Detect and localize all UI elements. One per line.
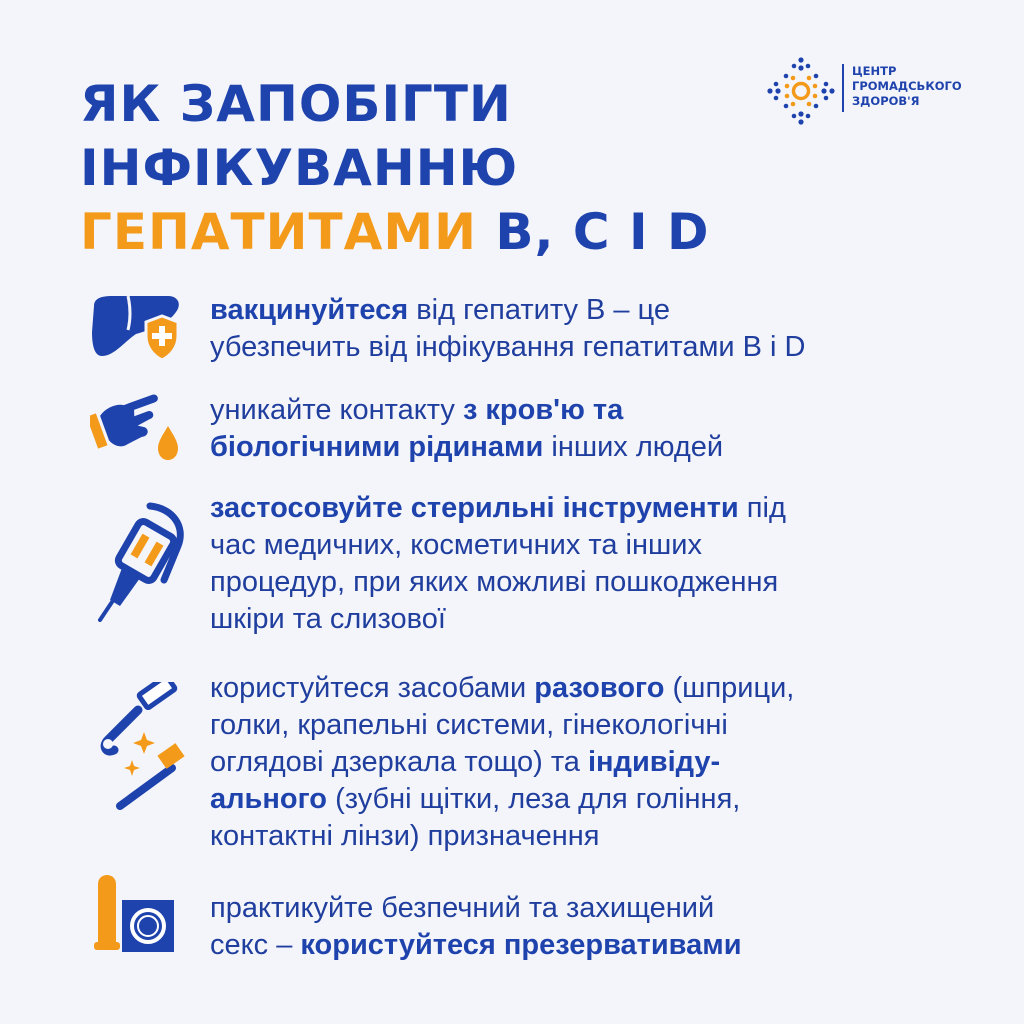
hand-blood-drop-icon (90, 392, 182, 464)
tip-2-rest-2: інших людей (543, 431, 724, 463)
tip-4-line-2: голки, крапельні системи, гінекологічні (210, 709, 728, 741)
title-hepatitis: ГЕПАТИТАМИ (80, 203, 477, 261)
logo-divider (842, 64, 844, 112)
tip-4-rest-4: (зубні щітки, леза для гоління, (327, 783, 741, 815)
tattoo-machine-icon (92, 498, 188, 622)
tip-5-line-1: практикуйте безпечний та захищений (210, 892, 715, 924)
tip-2-line-2 (210, 429, 723, 466)
tip-3-line-4: шкіри та слизової (210, 603, 446, 635)
logo-line-2: ГРОМАДСЬКОГО (852, 79, 962, 93)
liver-shield-icon (88, 296, 184, 364)
tip-4-line-3 (210, 744, 794, 781)
tip-1-bold: вакцинуйтеся (210, 294, 409, 326)
logo-line-1: ЦЕНТР (852, 64, 897, 78)
logo-line-3: ЗДОРОВ'Я (852, 94, 920, 108)
tip-4-line-4 (210, 781, 794, 818)
tip-5-rest: секс – (210, 929, 301, 961)
tip-safe-sex (210, 890, 742, 964)
tip-3-line-1 (210, 490, 786, 527)
tip-1-line-2: убезпечить від інфікування гепатитами В і D (210, 331, 806, 363)
tip-5-bold: користуйтеся презервативами (300, 929, 742, 961)
logo-dots-icon (766, 56, 836, 126)
logo-text (852, 64, 962, 109)
title-types: В, С І D (476, 203, 710, 261)
tip-4-bold: разового (534, 672, 665, 704)
tip-2-line-1 (210, 392, 723, 429)
tip-3-rest: під (738, 492, 786, 524)
tip-sterile-tools (210, 490, 786, 638)
tip-5-line-2 (210, 927, 742, 964)
tip-avoid-blood (210, 392, 723, 466)
public-health-center-logo (766, 56, 966, 126)
tip-4-tail: (шприци, (664, 672, 795, 704)
tip-3-line-2: час медичних, косметичних та інших (210, 529, 702, 561)
tip-3-bold: застосовуйте стерильні інструменти (210, 492, 739, 524)
tip-4-line-5: контактні лінзи) призначення (210, 820, 600, 852)
title-line-2: ІНФІКУВАННЮ (80, 139, 519, 197)
tip-4-bold-3: індивіду- (587, 746, 721, 778)
razor-toothbrush-icon (94, 682, 186, 810)
tip-vaccinate (210, 292, 806, 366)
tip-4-bold-4: ального (210, 783, 328, 815)
tip-2-rest: уникайте контакту (210, 394, 463, 426)
tip-4-rest-3: оглядові дзеркала тощо) та (210, 746, 588, 778)
tip-1-line-1 (210, 292, 806, 329)
tip-2-bold-2: біологічними рідинами (210, 431, 544, 463)
tip-disposable-items (210, 670, 794, 855)
tip-4-line-1 (210, 670, 794, 707)
tip-1-rest: від гепатиту В – це (408, 294, 671, 326)
page-title (80, 72, 709, 264)
condom-icon (88, 868, 180, 960)
tip-3-line-3: процедур, при яких можливі пошкодження (210, 566, 779, 598)
tip-2-bold: з кров'ю та (462, 394, 624, 426)
title-line-3 (80, 200, 709, 264)
tip-4-rest: користуйтеся засобами (210, 672, 535, 704)
title-line-1: ЯК ЗАПОБІГТИ (80, 75, 512, 133)
